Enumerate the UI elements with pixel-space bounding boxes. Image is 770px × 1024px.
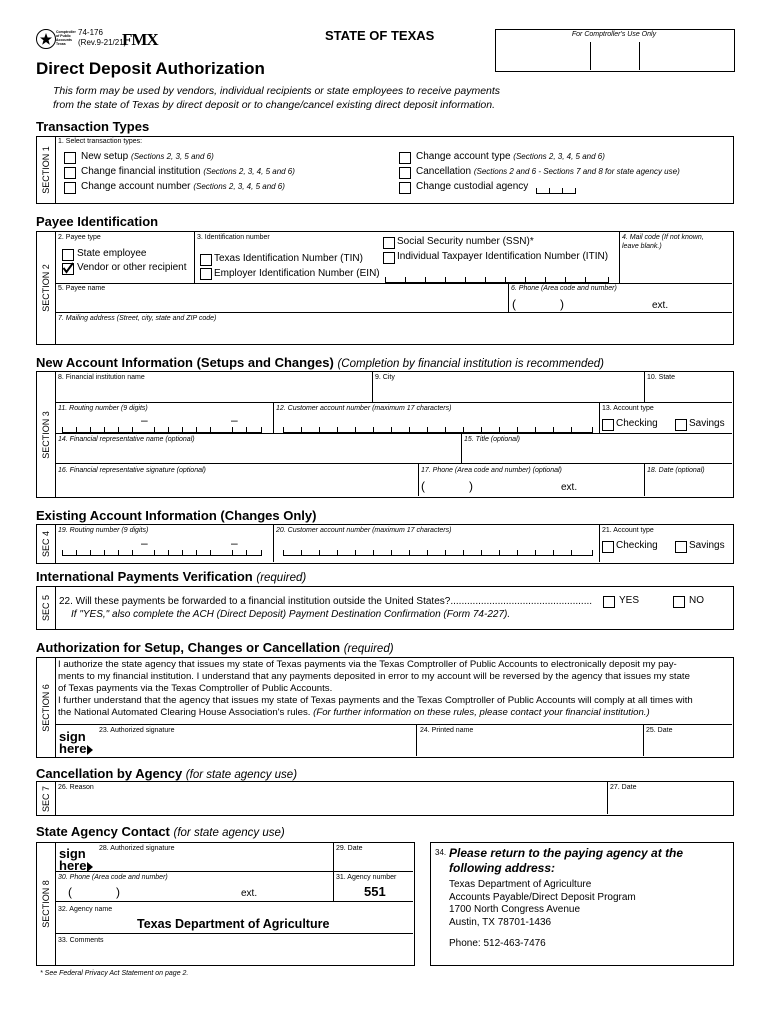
mail-code-label: 4. Mail code (If not known,: [622, 234, 704, 241]
account-type-label: 13. Account type: [602, 405, 654, 412]
agency-name-label: 32. Agency name: [58, 906, 113, 913]
divider: [599, 524, 600, 562]
mail-code-label-2: leave blank.): [622, 243, 662, 250]
return-heading-1: Please return to the paying agency at the: [449, 846, 684, 860]
address-line: 1700 North Congress Avenue: [449, 904, 581, 915]
divider: [418, 463, 419, 496]
routing-dash: –: [141, 413, 148, 427]
option-change-account-number: Change account number (Sections 2, 3, 4, 5 and 6): [81, 181, 285, 192]
sign-here-mark: sign here: [59, 848, 93, 872]
agency-number-label: 31. Agency number: [336, 874, 397, 881]
checkbox-ein[interactable]: [200, 268, 212, 280]
comptroller-divider: [590, 42, 591, 70]
divider: [273, 524, 274, 562]
section5-box: [55, 586, 734, 630]
id-number-digits[interactable]: [385, 276, 609, 283]
auth-line: the National Automated Clearing House Association's rules. (For further information on these rules, please contact your financial institution.): [58, 707, 650, 718]
cancel-reason-field[interactable]: [58, 794, 603, 812]
cancel-reason-label: 26. Reason: [58, 784, 94, 791]
rep-title-label: 15. Title (optional): [464, 436, 520, 443]
arrow-right-icon: [87, 745, 93, 755]
routing-digits[interactable]: [62, 426, 262, 433]
section3-heading: New Account Information (Setups and Changes) (Completion by financial institution is recommended): [36, 355, 604, 370]
auth-line: I further understand that the agency that issues my state of Texas payments and the Texas Comptroller of Public Accounts will comply at all times with: [58, 695, 693, 706]
existing-account-digits[interactable]: [283, 549, 593, 556]
checkbox-no[interactable]: [673, 596, 685, 608]
section6-heading: Authorization for Setup, Changes or Cancellation (required): [36, 640, 394, 655]
section1-label: 1. Select transaction types:: [58, 138, 143, 145]
agency-date-label: 29. Date: [336, 845, 363, 852]
checkbox-vendor[interactable]: [62, 263, 74, 275]
checkbox-existing-checking[interactable]: [602, 541, 614, 553]
rep-name-label: 14. Financial representative name (optional): [58, 436, 195, 443]
sign-here-mark: sign here: [59, 731, 93, 755]
rep-phone-field[interactable]: ( ): [421, 479, 473, 493]
agency-phone-ext: ext.: [241, 888, 258, 899]
option-change-fi: Change financial institution (Sections 2, 3, 4, 5 and 6): [81, 166, 295, 177]
checkbox-change-fi[interactable]: [64, 167, 76, 179]
rep-title-field[interactable]: [464, 445, 728, 461]
state-title: STATE OF TEXAS: [325, 28, 435, 43]
custodial-agency-digits[interactable]: [536, 187, 576, 194]
divider: [55, 433, 732, 434]
seal-text: Comptroller of Public Accounts Texas: [56, 30, 76, 46]
agency-signature-label: 28. Authorized signature: [99, 845, 175, 852]
divider: [273, 402, 274, 433]
divider: [599, 402, 600, 433]
auth-line: I authorize the state agency that issues my state of Texas payments via the Texas Comptroller of Public Accounts to electronically deposit my pay-: [58, 659, 677, 670]
printed-name-field[interactable]: [420, 737, 638, 754]
checkbox-state-employee[interactable]: [62, 249, 74, 261]
agency-name-value: Texas Department of Agriculture: [137, 917, 330, 931]
no-label: NO: [689, 595, 704, 606]
intro-line-2: from the state of Texas by direct deposit or to change/cancel existing direct deposit information.: [53, 99, 496, 111]
checkbox-cancellation[interactable]: [399, 167, 411, 179]
section5-heading: International Payments Verification (required): [36, 569, 307, 584]
comptroller-seal-icon: [36, 29, 56, 49]
auth-line: ments to my financial institution. I understand that any payments deposited in error to my account will be reversed by the agency that issues my state: [58, 671, 690, 682]
divider: [55, 402, 732, 403]
rep-date-label: 18. Date (optional): [647, 467, 705, 474]
divider: [461, 433, 462, 463]
divider: [644, 371, 645, 402]
section2-heading: Payee Identification: [36, 214, 159, 229]
fi-name-label: 8. Financial institution name: [58, 374, 145, 381]
return-number: 34.: [435, 848, 447, 857]
agency-phone-label: 30. Phone (Area code and number): [58, 874, 168, 881]
fi-city-label: 9. City: [375, 374, 395, 381]
mailing-address-label: 7. Mailing address (Street, city, state and ZIP code): [58, 315, 217, 322]
fi-state-field[interactable]: [647, 384, 729, 400]
payee-phone-field[interactable]: ( ): [512, 297, 564, 311]
divider: [55, 901, 413, 902]
section4-tab: SEC 4: [36, 524, 55, 564]
comptroller-use-label: For Comptroller's Use Only: [571, 31, 657, 38]
savings-label: Savings: [689, 418, 725, 429]
checkbox-change-account-type[interactable]: [399, 152, 411, 164]
divider: [55, 312, 732, 313]
address-line: Accounts Payable/Direct Deposit Program: [449, 891, 636, 903]
checkbox-new-setup[interactable]: [64, 152, 76, 164]
existing-savings-label: Savings: [689, 540, 725, 551]
agency-phone-field[interactable]: ( ): [68, 885, 120, 899]
ein-label: Employer Identification Number (EIN): [214, 268, 380, 279]
mailing-address-field[interactable]: [58, 324, 728, 341]
section6-tab: SECTION 6: [36, 657, 55, 758]
checkbox-change-account-number[interactable]: [64, 182, 76, 194]
payee-name-field[interactable]: [58, 294, 504, 310]
section3-tab: SECTION 3: [36, 371, 55, 498]
rep-signature-label: 16. Financial representative signature (optional): [58, 467, 206, 474]
page-title: Direct Deposit Authorization: [36, 59, 265, 78]
fi-state-label: 10. State: [647, 374, 676, 381]
divider: [619, 231, 620, 283]
return-heading-2: following address:: [449, 861, 556, 875]
rep-phone-ext: ext.: [561, 482, 578, 493]
section5-tab: SEC 5: [36, 586, 55, 630]
checkbox-ssn[interactable]: [383, 237, 395, 249]
divider: [607, 781, 608, 814]
cancel-date-label: 27. Date: [610, 784, 637, 791]
vendor-label: Vendor or other recipient: [77, 262, 187, 273]
printed-name-label: 24. Printed name: [420, 727, 474, 734]
routing-dash: –: [231, 536, 238, 550]
payee-phone-ext: ext.: [652, 300, 669, 311]
existing-checking-label: Checking: [616, 540, 658, 551]
divider: [194, 231, 195, 283]
divider: [55, 724, 732, 725]
section7-heading: Cancellation by Agency (for state agency use): [36, 766, 298, 781]
section4-heading: Existing Account Information (Changes Only): [36, 508, 317, 523]
divider: [372, 371, 373, 402]
checkbox-savings[interactable]: [675, 419, 687, 431]
form-number: 74-176: [78, 28, 103, 37]
checkbox-itin[interactable]: [383, 252, 395, 264]
privacy-footnote: * See Federal Privacy Act Statement on page 2.: [40, 970, 189, 977]
itin-label: Individual Taxpayer Identification Number (ITIN): [397, 251, 609, 262]
section2-tab: SECTION 2: [36, 231, 55, 345]
international-note: If "YES," also complete the ACH (Direct Deposit) Payment Destination Confirmation (Form 74-227).: [71, 609, 511, 620]
payee-name-label: 5. Payee name: [58, 285, 106, 292]
checking-label: Checking: [616, 418, 658, 429]
divider: [416, 724, 417, 756]
agency-number-value: 551: [364, 884, 386, 899]
section1-tab: SECTION 1: [36, 136, 55, 204]
section8-heading: State Agency Contact (for state agency use): [36, 824, 285, 839]
option-change-account-type: Change account type (Sections 2, 3, 4, 5 and 6): [416, 151, 605, 162]
divider: [55, 871, 413, 872]
checkbox-yes[interactable]: [603, 596, 615, 608]
auth-date-label: 25. Date: [646, 727, 673, 734]
checkbox-change-custodial[interactable]: [399, 182, 411, 194]
existing-routing-label: 19. Routing number (9 digits): [58, 527, 149, 534]
checkbox-checking[interactable]: [602, 419, 614, 431]
rep-phone-label: 17. Phone (Area code and number) (optional): [421, 467, 562, 474]
section1-heading: Transaction Types: [36, 119, 150, 134]
divider: [508, 283, 509, 312]
rep-signature-field[interactable]: [58, 477, 413, 494]
return-address: [449, 879, 636, 929]
tin-label: Texas Identification Number (TIN): [214, 253, 363, 264]
agency-signature-field[interactable]: [99, 855, 329, 869]
existing-routing-digits[interactable]: [62, 549, 262, 556]
return-phone: Phone: 512-463-7476: [449, 938, 546, 949]
comments-field[interactable]: [58, 946, 408, 962]
divider: [55, 933, 413, 934]
section8-tab: SECTION 8: [36, 842, 55, 966]
rep-name-field[interactable]: [58, 445, 456, 461]
intro-line-1: This form may be used by vendors, individual recipients or state employees to receive payments: [53, 85, 501, 97]
fi-name-field[interactable]: [58, 384, 368, 400]
routing-dash: –: [231, 413, 238, 427]
payee-type-label: 2. Payee type: [58, 234, 101, 241]
section7-tab: SEC 7: [36, 781, 55, 816]
divider: [55, 463, 732, 464]
account-number-digits[interactable]: [283, 426, 593, 433]
fi-city-field[interactable]: [375, 384, 640, 400]
option-cancellation: Cancellation (Sections 2 and 6 - Sections 7 and 8 for state agency use): [416, 166, 680, 177]
auth-line: of Texas payments via the Texas Comptroller of Public Accounts.: [58, 683, 333, 694]
yes-label: YES: [619, 595, 640, 606]
arrow-right-icon: [87, 862, 93, 872]
payee-phone-label: 6. Phone (Area code and number): [511, 285, 617, 292]
divider: [643, 724, 644, 756]
divider: [55, 283, 732, 284]
existing-type-label: 21. Account type: [602, 527, 654, 534]
checkbox-existing-savings[interactable]: [675, 541, 687, 553]
account-number-label: 12. Customer account number (maximum 17 characters): [276, 405, 452, 412]
international-question: 22. Will these payments be forwarded to a financial institution outside the United States?...................................................: [59, 596, 593, 607]
comptroller-divider: [639, 42, 640, 70]
option-new-setup: New setup (Sections 2, 3, 5 and 6): [81, 151, 214, 162]
routing-dash: –: [141, 536, 148, 550]
checkbox-tin[interactable]: [200, 254, 212, 266]
routing-label: 11. Routing number (9 digits): [58, 405, 148, 412]
auth-text: [58, 659, 730, 719]
auth-signature-label: 23. Authorized signature: [99, 727, 175, 734]
address-line: Austin, TX 78701-1436: [449, 916, 552, 928]
address-line: Texas Department of Agriculture: [449, 879, 592, 890]
divider: [644, 463, 645, 496]
ssn-label: Social Security number (SSN)*: [397, 236, 534, 247]
comments-label: 33. Comments: [58, 937, 104, 944]
form-revision: (Rev.9-21/21): [78, 38, 127, 47]
existing-account-label: 20. Customer account number (maximum 17 characters): [276, 527, 452, 534]
option-change-custodial: Change custodial agency: [416, 181, 529, 192]
id-number-label: 3. Identification number: [197, 234, 270, 241]
fmx-logo: FMX: [122, 30, 158, 49]
auth-signature-field[interactable]: [99, 737, 411, 754]
checkmark-icon: [62, 262, 74, 274]
state-employee-label: State employee: [77, 248, 147, 259]
